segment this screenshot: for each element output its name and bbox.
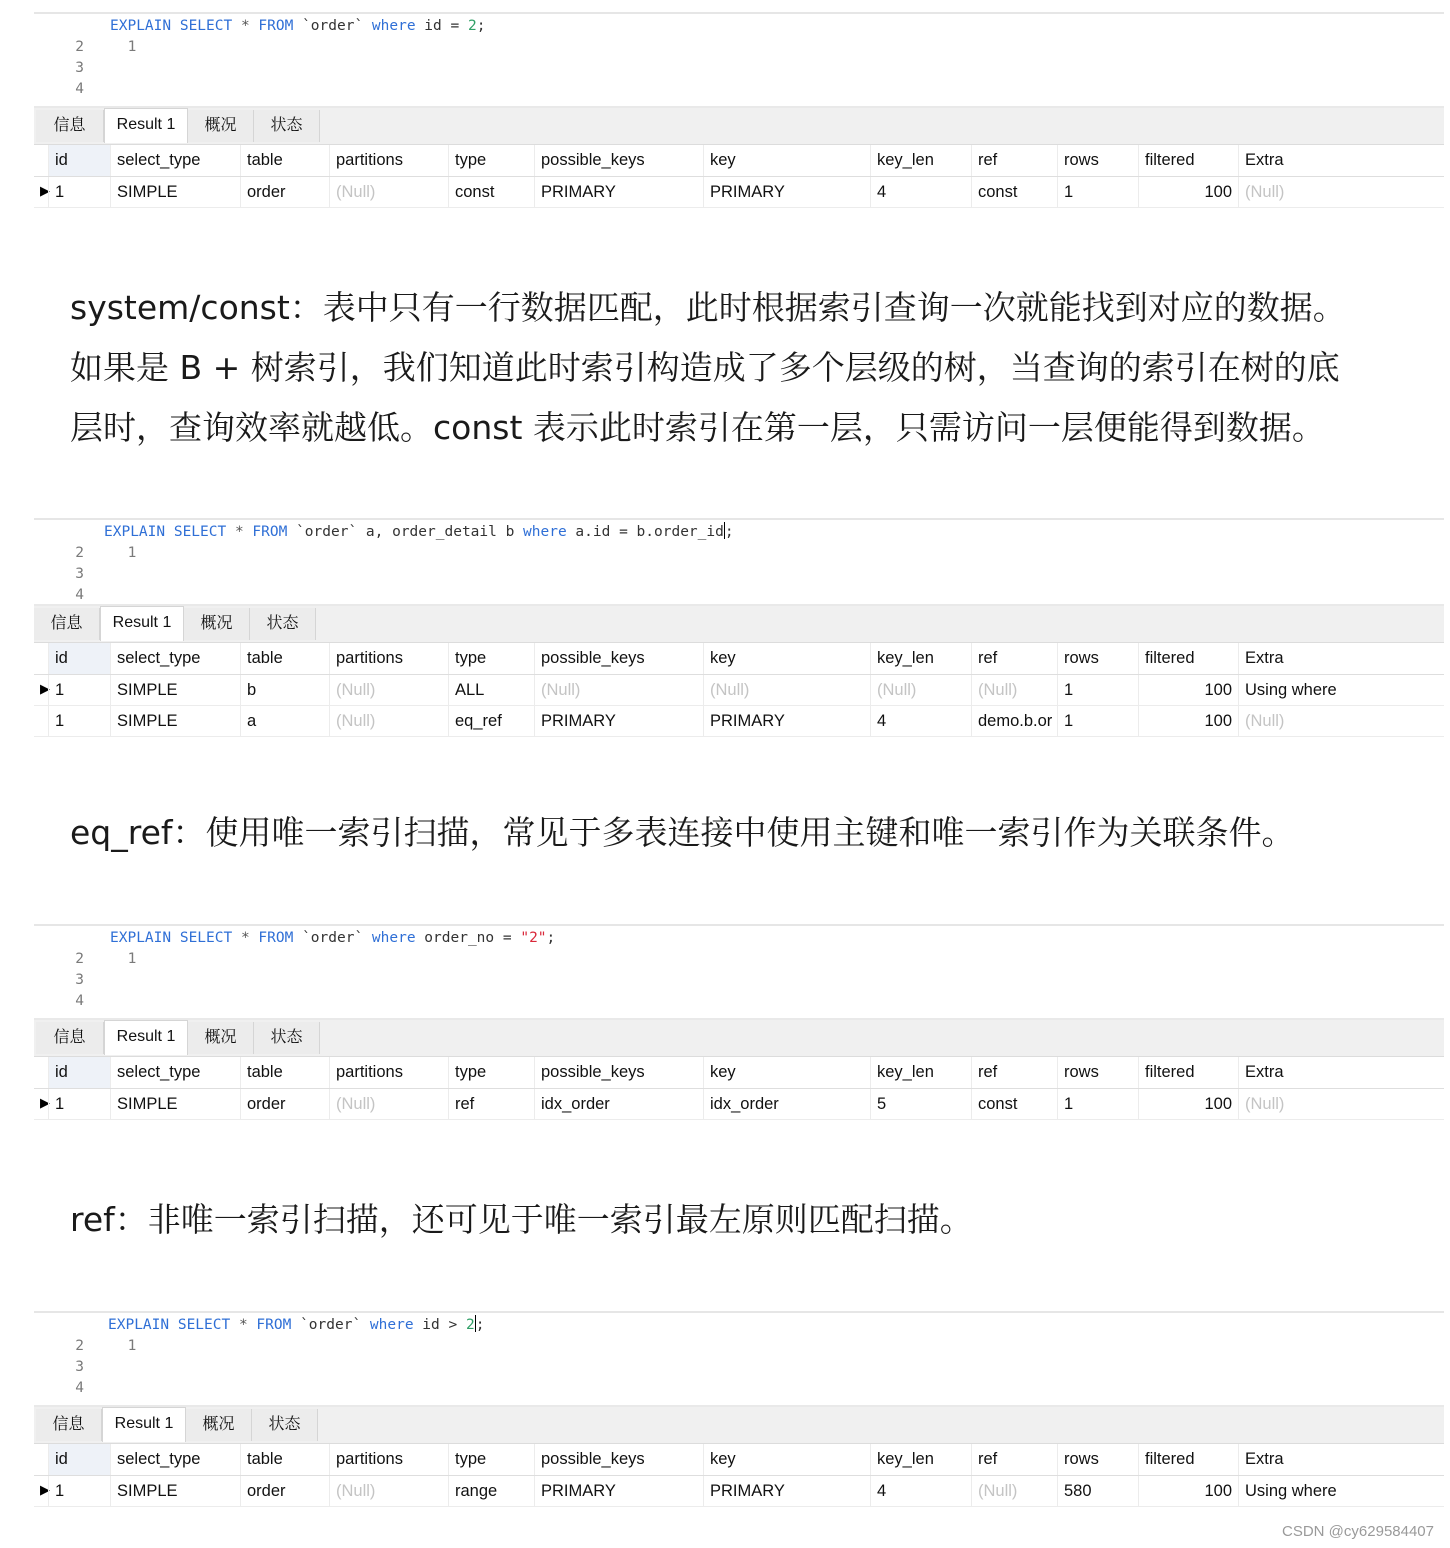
result-tab-bar bbox=[34, 106, 1444, 145]
tab-status[interactable]: 状态 bbox=[254, 110, 320, 142]
grid-header-row bbox=[34, 643, 1444, 675]
current-row-marker-icon: ▶ bbox=[40, 1483, 50, 1498]
column-header-extra[interactable]: Extra bbox=[1238, 145, 1438, 176]
code-line-3: 3 bbox=[75, 60, 84, 76]
explain-block-4 bbox=[34, 1311, 1444, 1507]
column-header-id[interactable]: id bbox=[48, 643, 110, 674]
tab-result-1[interactable]: Result 1 bbox=[102, 1407, 186, 1442]
table-cell[interactable]: SIMPLE bbox=[110, 177, 240, 207]
sql-editor[interactable] bbox=[34, 12, 1444, 106]
table-cell[interactable]: b bbox=[240, 675, 329, 705]
column-header-filtered[interactable]: filtered bbox=[1138, 1444, 1238, 1475]
code-line-1: 1 EXPLAIN SELECT * FROM `order` where order_no = "2"; bbox=[110, 930, 556, 967]
column-header-ref[interactable]: ref bbox=[971, 1444, 1057, 1475]
table-cell[interactable]: PRIMARY bbox=[703, 177, 870, 207]
column-header-ref[interactable]: ref bbox=[971, 145, 1057, 176]
column-header-possible-keys[interactable]: possible_keys bbox=[534, 1057, 703, 1088]
column-header-select-type[interactable]: select_type bbox=[110, 1057, 240, 1088]
paragraph-eq-ref bbox=[70, 803, 1440, 863]
column-header-ref[interactable]: ref bbox=[971, 1057, 1057, 1088]
tab-status[interactable]: 状态 bbox=[254, 1022, 320, 1054]
result-tab-bar bbox=[34, 1018, 1444, 1057]
column-header-partitions[interactable]: partitions bbox=[329, 145, 448, 176]
table-cell[interactable]: (Null) bbox=[329, 706, 448, 736]
table-cell[interactable]: PRIMARY bbox=[703, 1476, 870, 1506]
paragraph-line: system/const：表中只有一行数据匹配，此时根据索引查询一次就能找到对应的数据。 bbox=[70, 288, 1346, 327]
column-header-rows[interactable]: rows bbox=[1057, 145, 1138, 176]
column-header-key-len[interactable]: key_len bbox=[870, 1057, 971, 1088]
column-header-key-len[interactable]: key_len bbox=[870, 1444, 971, 1475]
table-cell[interactable]: 4 bbox=[870, 177, 971, 207]
column-header-partitions[interactable]: partitions bbox=[329, 1444, 448, 1475]
sql-query: EXPLAIN SELECT * FROM `order` where id > 2; bbox=[108, 1317, 485, 1333]
table-cell[interactable]: 1 bbox=[48, 706, 110, 736]
table-cell[interactable]: idx_order bbox=[534, 1089, 703, 1119]
table-cell[interactable]: 1 bbox=[1057, 675, 1138, 705]
paragraph-line: 如果是 B + 树索引，我们知道此时索引构造成了多个层级的树，当查询的索引在树的底 bbox=[70, 348, 1340, 387]
tab-profile[interactable]: 概况 bbox=[188, 110, 254, 142]
column-header-extra[interactable]: Extra bbox=[1238, 643, 1438, 674]
current-row-marker-icon: ▶ bbox=[40, 682, 50, 697]
result-tab-bar bbox=[34, 1405, 1444, 1444]
table-cell[interactable]: range bbox=[448, 1476, 534, 1506]
grid-header-row bbox=[34, 1444, 1444, 1476]
column-header-select-type[interactable]: select_type bbox=[110, 145, 240, 176]
table-cell[interactable]: 580 bbox=[1057, 1476, 1138, 1506]
table-row[interactable] bbox=[34, 1476, 1444, 1507]
sql-query: EXPLAIN SELECT * FROM `order` a, order_detail b where a.id = b.order_id; bbox=[104, 524, 734, 540]
table-cell[interactable]: 1 bbox=[48, 1476, 110, 1506]
result-grid bbox=[34, 643, 1444, 737]
sql-editor[interactable]: 1 EXPLAIN SELECT * FROM `order` where order_no = "2"; 2 3 4 bbox=[34, 924, 1444, 1018]
column-header-possible-keys[interactable]: possible_keys bbox=[534, 643, 703, 674]
column-header-select-type[interactable]: select_type bbox=[110, 643, 240, 674]
tab-info[interactable]: 信息 bbox=[34, 608, 100, 640]
table-cell[interactable]: order bbox=[240, 1476, 329, 1506]
table-cell[interactable]: const bbox=[448, 177, 534, 207]
sql-query: EXPLAIN SELECT * FROM `order` where order_no = "2"; bbox=[110, 930, 556, 946]
tab-status[interactable]: 状态 bbox=[250, 608, 316, 640]
column-header-id[interactable]: id bbox=[48, 1444, 110, 1475]
table-cell[interactable]: 4 bbox=[870, 706, 971, 736]
table-cell[interactable]: (Null) bbox=[971, 675, 1057, 705]
result-grid bbox=[34, 145, 1444, 208]
tab-profile[interactable]: 概况 bbox=[184, 608, 250, 640]
column-header-table[interactable]: table bbox=[240, 145, 329, 176]
current-row-marker-icon: ▶ bbox=[40, 184, 50, 199]
table-cell[interactable]: const bbox=[971, 177, 1057, 207]
column-header-key-len[interactable]: key_len bbox=[870, 145, 971, 176]
column-header-partitions[interactable]: partitions bbox=[329, 1057, 448, 1088]
explain-block-1 bbox=[34, 12, 1444, 208]
column-header-rows[interactable]: rows bbox=[1057, 1444, 1138, 1475]
table-cell[interactable]: (Null) bbox=[329, 177, 448, 207]
column-header-extra[interactable]: Extra bbox=[1238, 1057, 1438, 1088]
column-header-key[interactable]: key bbox=[703, 1444, 870, 1475]
table-cell[interactable]: 5 bbox=[870, 1089, 971, 1119]
footer-watermark: CSDN @cy629584407 bbox=[1282, 1523, 1434, 1540]
table-cell[interactable]: ALL bbox=[448, 675, 534, 705]
table-cell[interactable]: PRIMARY bbox=[703, 706, 870, 736]
code-line-2: 2 bbox=[75, 39, 84, 55]
table-cell[interactable]: SIMPLE bbox=[110, 706, 240, 736]
table-cell[interactable]: Using where bbox=[1238, 1476, 1438, 1506]
table-cell[interactable]: PRIMARY bbox=[534, 177, 703, 207]
line-number: 1 bbox=[127, 39, 137, 55]
tab-profile[interactable]: 概况 bbox=[186, 1409, 252, 1441]
paragraph-system-const bbox=[70, 278, 1440, 458]
table-cell[interactable]: order bbox=[240, 177, 329, 207]
table-cell[interactable]: 1 bbox=[48, 1089, 110, 1119]
paragraph-line: eq_ref：使用唯一索引扫描，常见于多表连接中使用主键和唯一索引作为关联条件。 bbox=[70, 813, 1295, 852]
column-header-key-len[interactable]: key_len bbox=[870, 643, 971, 674]
table-cell[interactable]: SIMPLE bbox=[110, 1476, 240, 1506]
paragraph-ref bbox=[70, 1190, 1440, 1250]
table-cell[interactable]: (Null) bbox=[329, 675, 448, 705]
table-cell[interactable]: idx_order bbox=[703, 1089, 870, 1119]
column-header-possible-keys[interactable]: possible_keys bbox=[534, 145, 703, 176]
tab-result-1[interactable]: Result 1 bbox=[104, 108, 188, 143]
table-cell[interactable]: (Null) bbox=[1238, 706, 1438, 736]
table-cell[interactable]: (Null) bbox=[1238, 1089, 1438, 1119]
column-header-key[interactable]: key bbox=[703, 1057, 870, 1088]
column-header-filtered[interactable]: filtered bbox=[1138, 1057, 1238, 1088]
result-grid bbox=[34, 1444, 1444, 1507]
table-cell[interactable]: PRIMARY bbox=[534, 1476, 703, 1506]
sql-editor[interactable]: 1 EXPLAIN SELECT * FROM `order` where id > 2; 2 3 4 bbox=[34, 1311, 1444, 1405]
table-cell[interactable]: 1 bbox=[1057, 1089, 1138, 1119]
table-cell[interactable]: SIMPLE bbox=[110, 675, 240, 705]
table-cell[interactable]: 1 bbox=[48, 675, 110, 705]
code-line-1: 1 EXPLAIN SELECT * FROM `order` where id > 2; bbox=[108, 1317, 485, 1354]
table-cell[interactable]: Using where bbox=[1238, 675, 1438, 705]
column-header-type[interactable]: type bbox=[448, 643, 534, 674]
table-cell[interactable]: order bbox=[240, 1089, 329, 1119]
tab-result-1[interactable]: Result 1 bbox=[100, 606, 184, 641]
table-cell[interactable]: const bbox=[971, 1089, 1057, 1119]
column-header-select-type[interactable]: select_type bbox=[110, 1444, 240, 1475]
column-header-rows[interactable]: rows bbox=[1057, 1057, 1138, 1088]
result-grid bbox=[34, 1057, 1444, 1120]
table-cell[interactable]: a bbox=[240, 706, 329, 736]
column-header-ref[interactable]: ref bbox=[971, 643, 1057, 674]
table-cell[interactable]: 100 bbox=[1138, 1089, 1238, 1119]
table-cell[interactable]: 100 bbox=[1138, 706, 1238, 736]
tab-status[interactable]: 状态 bbox=[252, 1409, 318, 1441]
table-cell[interactable]: eq_ref bbox=[448, 706, 534, 736]
table-cell[interactable]: 1 bbox=[1057, 177, 1138, 207]
explain-block-2 bbox=[34, 518, 1444, 737]
table-cell[interactable]: (Null) bbox=[971, 1476, 1057, 1506]
table-cell[interactable]: 1 bbox=[1057, 706, 1138, 736]
paragraph-line: ref：非唯一索引扫描，还可见于唯一索引最左原则匹配扫描。 bbox=[70, 1200, 973, 1239]
result-tab-bar bbox=[34, 604, 1444, 643]
table-cell[interactable]: 1 bbox=[48, 177, 110, 207]
column-header-extra[interactable]: Extra bbox=[1238, 1444, 1438, 1475]
column-header-rows[interactable]: rows bbox=[1057, 643, 1138, 674]
table-cell[interactable]: (Null) bbox=[1238, 177, 1438, 207]
column-header-table[interactable]: table bbox=[240, 1057, 329, 1088]
column-header-partitions[interactable]: partitions bbox=[329, 643, 448, 674]
tab-info[interactable]: 信息 bbox=[36, 110, 104, 142]
column-header-type[interactable]: type bbox=[448, 1057, 534, 1088]
tab-result-1[interactable]: Result 1 bbox=[104, 1020, 188, 1055]
table-cell[interactable]: PRIMARY bbox=[534, 706, 703, 736]
sql-query: EXPLAIN SELECT * FROM `order` where id = 2; bbox=[110, 18, 486, 34]
table-row[interactable] bbox=[34, 675, 1444, 706]
table-cell[interactable]: ref bbox=[448, 1089, 534, 1119]
table-cell[interactable]: SIMPLE bbox=[110, 1089, 240, 1119]
column-header-filtered[interactable]: filtered bbox=[1138, 145, 1238, 176]
table-cell[interactable]: (Null) bbox=[329, 1476, 448, 1506]
table-cell[interactable]: demo.b.or bbox=[971, 706, 1057, 736]
table-cell[interactable]: 4 bbox=[870, 1476, 971, 1506]
table-cell[interactable]: 100 bbox=[1138, 1476, 1238, 1506]
table-cell[interactable]: 100 bbox=[1138, 177, 1238, 207]
column-header-key[interactable]: key bbox=[703, 145, 870, 176]
table-cell[interactable]: (Null) bbox=[329, 1089, 448, 1119]
table-cell[interactable]: (Null) bbox=[703, 675, 870, 705]
code-line-4: 4 bbox=[75, 81, 84, 97]
column-header-table[interactable]: table bbox=[240, 643, 329, 674]
grid-header-row bbox=[34, 1057, 1444, 1089]
column-header-filtered[interactable]: filtered bbox=[1138, 643, 1238, 674]
table-cell[interactable]: (Null) bbox=[870, 675, 971, 705]
code-line-1 bbox=[34, 16, 486, 55]
paragraph-line: 层时，查询效率就越低。const 表示此时索引在第一层，只需访问一层便能得到数据。 bbox=[70, 408, 1325, 447]
tab-profile[interactable]: 概况 bbox=[188, 1022, 254, 1054]
table-row[interactable] bbox=[34, 1089, 1444, 1120]
tab-info[interactable]: 信息 bbox=[36, 1409, 102, 1441]
current-row-marker-icon: ▶ bbox=[40, 1096, 50, 1111]
table-row[interactable] bbox=[34, 706, 1444, 737]
column-header-table[interactable]: table bbox=[240, 1444, 329, 1475]
table-row[interactable] bbox=[34, 177, 1444, 208]
table-cell[interactable]: 100 bbox=[1138, 675, 1238, 705]
column-header-type[interactable]: type bbox=[448, 1444, 534, 1475]
column-header-id[interactable]: id bbox=[48, 145, 110, 176]
column-header-possible-keys[interactable]: possible_keys bbox=[534, 1444, 703, 1475]
column-header-key[interactable]: key bbox=[703, 643, 870, 674]
code-line-1: 1 EXPLAIN SELECT * FROM `order` a, order_detail b where a.id = b.order_id; bbox=[104, 524, 734, 561]
explain-block-3 bbox=[34, 924, 1444, 1120]
column-header-id[interactable]: id bbox=[48, 1057, 110, 1088]
sql-editor[interactable]: 1 EXPLAIN SELECT * FROM `order` a, order_detail b where a.id = b.order_id; 2 3 4 bbox=[34, 518, 1444, 604]
column-header-type[interactable]: type bbox=[448, 145, 534, 176]
tab-info[interactable]: 信息 bbox=[36, 1022, 104, 1054]
grid-header-row bbox=[34, 145, 1444, 177]
table-cell[interactable]: (Null) bbox=[534, 675, 703, 705]
